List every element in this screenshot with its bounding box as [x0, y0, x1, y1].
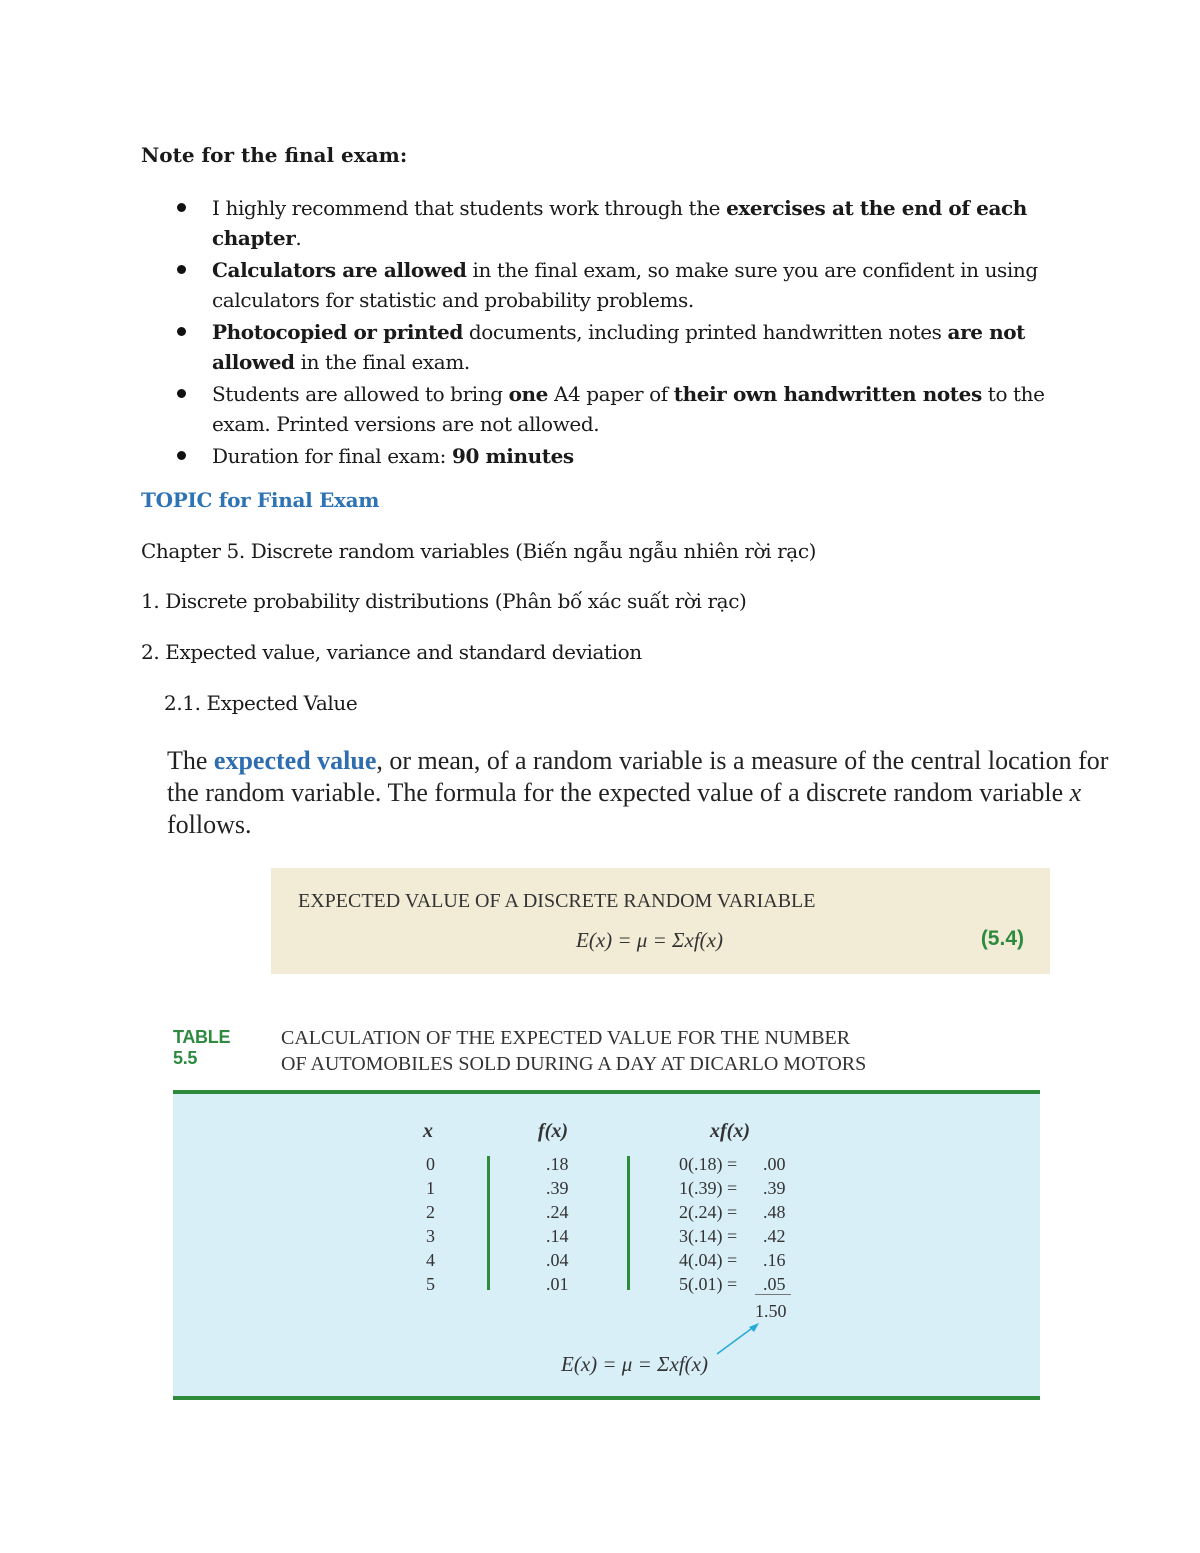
column-header-xfx: xf(x) — [710, 1120, 750, 1142]
table-total: 1.50 — [755, 1301, 787, 1321]
section-1: 1. Discrete probability distributions (Phân bố xác suất rời rạc) — [141, 589, 747, 613]
table-cell-x: 4 — [426, 1250, 435, 1270]
table-cell-xfx: .16 — [763, 1250, 786, 1270]
notes-list — [141, 193, 1101, 473]
formula-title: EXPECTED VALUE OF A DISCRETE RANDOM VARIABLE — [298, 890, 816, 912]
table-caption-line: CALCULATION OF THE EXPECTED VALUE FOR THE NUMBER — [281, 1027, 851, 1049]
table-cell-calc: 4(.04) = — [679, 1250, 738, 1270]
bullet-icon — [177, 389, 186, 398]
table-cell-xfx: .00 — [763, 1154, 786, 1174]
table-label: TABLE 5.5 — [173, 1027, 231, 1068]
list-item: Students are allowed to bring one A4 paper of their own handwritten notes to the exam. Printed versions are not allowed. — [141, 379, 1101, 439]
table-cell-calc: 5(.01) = — [679, 1274, 738, 1294]
table-cell-calc: 0(.18) = — [679, 1154, 738, 1174]
table-cell-xfx: .42 — [763, 1226, 786, 1246]
formula-box — [271, 868, 1050, 974]
table-cell-x: 5 — [426, 1274, 435, 1294]
column-divider — [487, 1156, 490, 1290]
table-caption-line: OF AUTOMOBILES SOLD DURING A DAY AT DICARLO MOTORS — [281, 1053, 867, 1075]
table-cell-x: 0 — [426, 1154, 435, 1174]
table-cell-fx: .18 — [546, 1154, 569, 1174]
table-cell-fx: .04 — [546, 1250, 569, 1270]
subsection-2-1: 2.1. Expected Value — [164, 691, 358, 715]
column-divider — [627, 1156, 630, 1290]
table-cell-x: 1 — [426, 1178, 435, 1198]
key-term: expected value — [213, 746, 377, 775]
section-2: 2. Expected value, variance and standard deviation — [141, 640, 642, 664]
list-item: Photocopied or printed documents, including printed handwritten notes are not allowed in the final exam. — [141, 317, 1101, 377]
table-cell-calc: 3(.14) = — [679, 1226, 738, 1246]
bullet-icon — [177, 203, 186, 212]
list-item: Duration for final exam: 90 minutes — [141, 441, 1101, 471]
bullet-icon — [177, 327, 186, 336]
table-cell-calc: 2(.24) = — [679, 1202, 738, 1222]
table-cell-calc: 1(.39) = — [679, 1178, 738, 1198]
table-cell-fx: .39 — [546, 1178, 569, 1198]
expected-value-table — [173, 1090, 1040, 1400]
list-item: I highly recommend that students work through the exercises at the end of each chapter. — [141, 193, 1101, 253]
table-cell-xfx: .48 — [763, 1202, 786, 1222]
arrow-icon — [713, 1320, 763, 1358]
column-header-x: x — [423, 1120, 433, 1142]
table-cell-fx: .14 — [546, 1226, 569, 1246]
bullet-icon — [177, 451, 186, 460]
table-cell-fx: .01 — [546, 1274, 569, 1294]
bullet-icon — [177, 265, 186, 274]
table-cell-x: 2 — [426, 1202, 435, 1222]
note-heading: Note for the final exam: — [141, 143, 408, 167]
final-equation: E(x) = μ = Σxf(x) — [561, 1352, 708, 1376]
list-item: Calculators are allowed in the final exam, so make sure you are confident in using calculators for statistic and probability problems. — [141, 255, 1101, 315]
column-header-fx: f(x) — [538, 1120, 568, 1142]
table-cell-xfx: .05 — [763, 1274, 786, 1294]
formula-equation: E(x) = μ = Σxf(x) — [576, 928, 723, 952]
table-cell-xfx: .39 — [763, 1178, 786, 1198]
chapter-title: Chapter 5. Discrete random variables (Biến ngẫu ngẫu nhiên rời rạc) — [141, 539, 817, 563]
table-cell-x: 3 — [426, 1226, 435, 1246]
topic-heading: TOPIC for Final Exam — [141, 488, 380, 512]
formula-number: (5.4) — [980, 927, 1024, 950]
textbook-paragraph: The expected value, or mean, of a random variable is a measure of the central location for the random variable. The formula for the expected value of a discrete random variable x follows. — [167, 746, 1109, 839]
table-cell-fx: .24 — [546, 1202, 569, 1222]
sum-rule — [755, 1294, 791, 1295]
